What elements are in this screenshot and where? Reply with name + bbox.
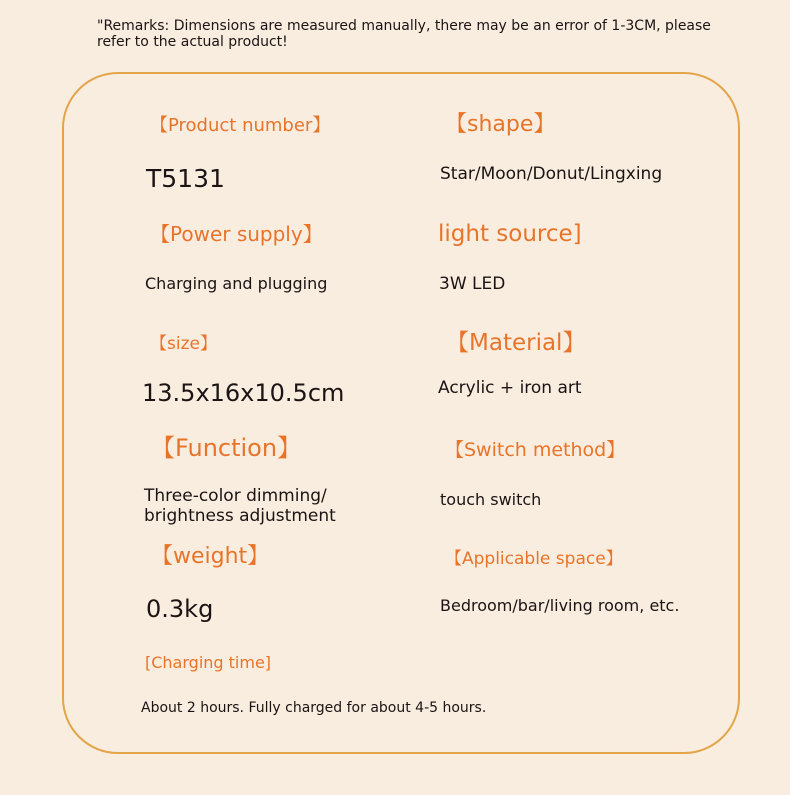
weight-value: 0.3kg xyxy=(146,595,214,623)
material-label: 【Material】 xyxy=(446,330,586,356)
light-source-label: light source] xyxy=(438,221,582,247)
charging-time-value: About 2 hours. Fully charged for about 4-5 hours. xyxy=(141,700,487,716)
power-supply-label: 【Power supply】 xyxy=(150,222,323,246)
function-value-line1: Three-color dimming/ xyxy=(144,486,327,506)
shape-label: 【shape】 xyxy=(445,112,556,137)
charging-time-label: [Charging time] xyxy=(145,653,272,672)
remarks-note: "Remarks: Dimensions are measured manually, there may be an error of 1-3CM, please refer to the actual product! xyxy=(97,18,711,50)
size-value: 13.5x16x10.5cm xyxy=(142,379,345,407)
size-label: 【size】 xyxy=(150,334,217,354)
shape-value: Star/Moon/Donut/Lingxing xyxy=(440,164,663,184)
function-value-line2: brightness adjustment xyxy=(144,506,336,526)
weight-label: 【weight】 xyxy=(151,544,270,569)
function-label: 【Function】 xyxy=(151,434,302,462)
switch-method-value: touch switch xyxy=(440,490,542,509)
material-value: Acrylic + iron art xyxy=(438,378,582,398)
applicable-space-label: 【Applicable space】 xyxy=(445,549,623,569)
product-number-label: 【Product number】 xyxy=(150,115,331,136)
applicable-space-value: Bedroom/bar/living room, etc. xyxy=(440,596,680,615)
product-number-value: T5131 xyxy=(146,164,225,193)
switch-method-label: 【Switch method】 xyxy=(445,439,626,461)
power-supply-value: Charging and plugging xyxy=(145,274,328,293)
light-source-value: 3W LED xyxy=(439,274,506,294)
